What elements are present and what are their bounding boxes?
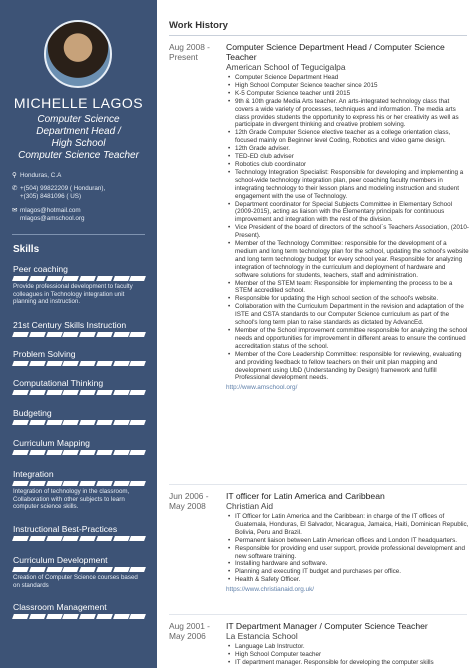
skill-level-segment bbox=[12, 614, 29, 619]
phone-line: +(305) 8481096 ( US) bbox=[20, 193, 82, 200]
skill-level-segment bbox=[29, 361, 46, 366]
skill-level-segment bbox=[129, 332, 146, 337]
skill-level-segment bbox=[29, 567, 46, 572]
skill-level-segment bbox=[113, 420, 130, 425]
job-bullet: • K-5 Computer Science teacher until 2015 bbox=[226, 90, 469, 98]
skill-level-segment bbox=[113, 276, 130, 281]
skill-level-bar bbox=[13, 481, 145, 486]
skill-level-bar bbox=[13, 450, 145, 455]
job-bullet: • Language Lab Instructor. bbox=[226, 643, 469, 651]
skill-level-segment bbox=[79, 276, 96, 281]
skill-level-segment bbox=[29, 481, 46, 486]
job-date-end: May 2008 bbox=[169, 501, 206, 511]
skill-item bbox=[13, 378, 145, 395]
skill-level-segment bbox=[79, 536, 96, 541]
skill-level-segment bbox=[46, 332, 63, 337]
job-bullet: • 12th Grade Computer Science elective teacher as a college orientation class, focused mainly on Beginner level Coding, Robotics and video game design. bbox=[226, 129, 469, 145]
email-icon: ✉ bbox=[12, 207, 18, 214]
job-divider bbox=[169, 614, 467, 615]
skill-level-segment bbox=[62, 536, 79, 541]
location-text: Honduras, C.A bbox=[20, 172, 62, 179]
skill-description: Integration of technology in the classroom, Collaboration with other subjects to learn computer science skills. bbox=[13, 488, 130, 511]
skill-level-segment bbox=[62, 614, 79, 619]
skill-level-segment bbox=[79, 420, 96, 425]
skill-name: Budgeting bbox=[13, 408, 52, 418]
job-bullets bbox=[226, 643, 469, 667]
skill-level-segment bbox=[29, 420, 46, 425]
skill-level-segment bbox=[129, 276, 146, 281]
subtitle-line: Computer Science Teacher bbox=[18, 150, 139, 161]
subtitle-line: High School bbox=[51, 138, 106, 149]
contact-location bbox=[12, 172, 152, 180]
skill-name: 21st Century Skills Instruction bbox=[13, 320, 127, 330]
skill-level-bar bbox=[13, 420, 145, 425]
skill-level-segment bbox=[29, 536, 46, 541]
skill-level-segment bbox=[96, 481, 113, 486]
skill-level-segment bbox=[79, 450, 96, 455]
pin-icon: ⚲ bbox=[12, 172, 17, 179]
profile-subtitle bbox=[6, 114, 151, 162]
skill-item bbox=[13, 524, 145, 541]
skill-name: Curriculum Mapping bbox=[13, 438, 90, 448]
avatar bbox=[44, 20, 112, 88]
skill-level-segment bbox=[129, 536, 146, 541]
skill-level-segment bbox=[96, 450, 113, 455]
skill-level-segment bbox=[62, 420, 79, 425]
job-bullet: • Member of the Technology Committee: responsible for the development of a medium and long term technology plan for the school, updating the school's website and long term technology budget for every school year. Responsible for analyzing integration of technology in the curriculum and deployment of hardware and software solutions for students, teachers, staff and administration. bbox=[226, 240, 469, 280]
skill-level-segment bbox=[62, 481, 79, 486]
skill-level-segment bbox=[46, 614, 63, 619]
skill-item bbox=[13, 264, 145, 306]
skill-level-segment bbox=[113, 481, 130, 486]
job-date-end: May 2006 bbox=[169, 631, 206, 641]
skill-level-segment bbox=[129, 481, 146, 486]
skill-name: Problem Solving bbox=[13, 349, 76, 359]
skill-description: Creation of Computer Science courses based on standards bbox=[13, 574, 138, 589]
job-company: American School of Tegucigalpa bbox=[226, 62, 346, 72]
skill-level-segment bbox=[96, 614, 113, 619]
skill-level-segment bbox=[46, 450, 63, 455]
skill-name: Curriculum Development bbox=[13, 555, 108, 565]
job-date-end: Present bbox=[169, 52, 198, 62]
sidebar bbox=[0, 0, 157, 668]
skill-level-segment bbox=[79, 390, 96, 395]
skill-level-bar bbox=[13, 536, 145, 541]
contact-phone bbox=[12, 185, 152, 201]
skill-item bbox=[13, 602, 145, 619]
skill-level-segment bbox=[29, 276, 46, 281]
phone-icon: ✆ bbox=[12, 185, 18, 192]
job-dates bbox=[169, 42, 224, 62]
skill-level-segment bbox=[29, 390, 46, 395]
skill-level-segment bbox=[12, 332, 29, 337]
skill-level-segment bbox=[113, 332, 130, 337]
job-title: IT officer for Latin America and Caribbean bbox=[226, 491, 385, 501]
contact-email bbox=[12, 207, 152, 223]
job-bullet: • IT Officer for Latin America and the Caribbean: in charge of the IT offices of Guatemala, Honduras, El Salvador, Nicaragua, Jamaica, Haiti, Dominican Republic, Bolivia, Peru and Brazil. bbox=[226, 513, 469, 537]
skill-level-segment bbox=[12, 276, 29, 281]
skill-level-segment bbox=[29, 332, 46, 337]
skill-level-bar bbox=[13, 361, 145, 366]
job-date-start: Aug 2008 - bbox=[169, 42, 210, 52]
skill-level-bar bbox=[13, 276, 145, 281]
job-bullet: • Responsible for updating the High school section of the school's website. bbox=[226, 295, 469, 303]
skill-level-segment bbox=[29, 614, 46, 619]
skills-heading: Skills bbox=[13, 244, 40, 255]
skill-level-segment bbox=[129, 614, 146, 619]
skill-name: Instructional Best-Practices bbox=[13, 524, 118, 534]
job-bullets bbox=[226, 74, 469, 382]
work-history-heading: Work History bbox=[169, 20, 228, 31]
skill-level-segment bbox=[96, 276, 113, 281]
job-bullet: • IT department manager. Responsible for developing the computer skills bbox=[226, 659, 469, 667]
skill-level-segment bbox=[129, 567, 146, 572]
skill-level-bar bbox=[13, 614, 145, 619]
sidebar-divider bbox=[12, 234, 145, 235]
skill-level-segment bbox=[46, 567, 63, 572]
job-title: Computer Science Department Head / Computer Science Teacher bbox=[226, 42, 445, 62]
skill-name: Peer coaching bbox=[13, 264, 68, 274]
skill-level-segment bbox=[62, 276, 79, 281]
skill-level-segment bbox=[113, 614, 130, 619]
skill-name: Classroom Management bbox=[13, 602, 107, 612]
skill-level-segment bbox=[96, 420, 113, 425]
skill-level-segment bbox=[129, 390, 146, 395]
email-link[interactable]: mlagos@hotmail.com bbox=[20, 207, 81, 214]
skill-level-segment bbox=[129, 361, 146, 366]
skill-level-segment bbox=[96, 361, 113, 366]
skill-level-segment bbox=[62, 332, 79, 337]
job-bullet: • Collaboration with the Curriculum Department in the revision and adaptation of the ISTE and CSTA standards to our Computer Science curriculum as part of the school's long term plan to raise standards as dictated by AdvancEd. bbox=[226, 303, 469, 327]
job-bullet: • Installing hardware and software. bbox=[226, 560, 469, 568]
skill-level-bar bbox=[13, 567, 145, 572]
skill-level-segment bbox=[46, 536, 63, 541]
job-bullet: • 12th Grade adviser. bbox=[226, 145, 469, 153]
job-bullet: • Technology Integration Specialist: Responsible for developing and implementing a school-wide technology integration plan, peer coaching faculty members in integrating technology to their lesson plans and modeling instruction and student engagement with the use of Technology. bbox=[226, 169, 469, 201]
skill-level-segment bbox=[96, 390, 113, 395]
job-bullet: • High School Computer teacher bbox=[226, 651, 469, 659]
skill-level-segment bbox=[12, 536, 29, 541]
job-bullet: • Member of the School improvement committee responsible for analyzing the school needs and opportunities for improvement in different areas to ensure the continued accreditation status of the school. bbox=[226, 327, 469, 351]
skill-level-segment bbox=[12, 481, 29, 486]
skill-level-segment bbox=[113, 390, 130, 395]
main-content bbox=[157, 0, 474, 668]
job-bullet: • TED-ED club adviser bbox=[226, 153, 469, 161]
subtitle-line: Department Head / bbox=[36, 126, 121, 137]
phone-line: +(504) 99822209 ( Honduran), bbox=[20, 185, 106, 192]
skill-level-segment bbox=[46, 361, 63, 366]
skill-level-segment bbox=[12, 420, 29, 425]
skill-level-segment bbox=[113, 567, 130, 572]
skill-level-segment bbox=[79, 567, 96, 572]
skill-level-segment bbox=[113, 450, 130, 455]
skill-level-segment bbox=[79, 332, 96, 337]
job-bullet: • Robotics club coordinator bbox=[226, 161, 469, 169]
job-bullet: • Planning and executing IT budget and purchases per office. bbox=[226, 568, 469, 576]
skill-item bbox=[13, 408, 145, 425]
skill-name: Computational Thinking bbox=[13, 378, 104, 388]
job-bullet: • Responsible for providing end user support, provide professional development and new software training. bbox=[226, 545, 469, 561]
skill-level-segment bbox=[79, 481, 96, 486]
skill-level-segment bbox=[129, 420, 146, 425]
job-bullet: • Member of the Core Leadership Committee: responsible for reviewing, evaluating and providing feedback to fellow teachers on their unit plan mapping and development using UbD (Understanding by Design) framework and fulfill Professional development needs. bbox=[226, 351, 469, 383]
skill-level-segment bbox=[129, 450, 146, 455]
skill-name: Integration bbox=[13, 469, 54, 479]
job-bullet: • Computer Science Department Head bbox=[226, 74, 469, 82]
job-date-start: Jun 2006 - bbox=[169, 491, 209, 501]
job-dates bbox=[169, 491, 224, 511]
job-bullet: • Member of the STEM team: Responsible for implementing the process to be a STEM accredited school. bbox=[226, 280, 469, 296]
job-divider bbox=[169, 484, 467, 485]
skill-level-segment bbox=[46, 390, 63, 395]
job-bullets bbox=[226, 513, 469, 584]
skill-level-segment bbox=[12, 361, 29, 366]
job-bullet: • High School Computer Science teacher since 2015 bbox=[226, 82, 469, 90]
job-company: Christian Aid bbox=[226, 501, 274, 511]
skill-level-segment bbox=[12, 390, 29, 395]
job-body bbox=[226, 621, 469, 667]
job-bullet: • Department coordinator for Special Subjects Committee in Elementary School (2009-2015), acting as liaison with the Elementary principals for continuous improvement and integration with the rest of the division. bbox=[226, 201, 469, 225]
skill-item bbox=[13, 438, 145, 455]
skill-level-segment bbox=[46, 481, 63, 486]
profile-name: MICHELLE LAGOS bbox=[13, 95, 144, 111]
job-body bbox=[226, 42, 469, 392]
job-bullet: • Vice President of the board of directors of the school´s Teachers Association, (2010-Present). bbox=[226, 224, 469, 240]
skill-description: Provide professional development to faculty colleagues in Technology integration unit planning and instruction. bbox=[13, 283, 133, 306]
skill-level-bar bbox=[13, 332, 145, 337]
section-divider bbox=[169, 35, 467, 36]
skill-item bbox=[13, 555, 145, 589]
job-title: IT Department Manager / Computer Science Teacher bbox=[226, 621, 428, 631]
skill-level-segment bbox=[62, 361, 79, 366]
job-bullet: • Permanent liaison between Latin American offices and London IT headquarters. bbox=[226, 537, 469, 545]
job-date-start: Aug 2001 - bbox=[169, 621, 210, 631]
job-bullet: • 9th & 10th grade Media Arts teacher. An arts-integrated technology class that covers a wide variety of processes, techniques and information. The media arts class provides students the opportunity to express his or her creativity as well as participate in divergent thinking and creative problem solving. bbox=[226, 98, 469, 130]
skill-level-segment bbox=[79, 614, 96, 619]
skill-level-segment bbox=[96, 332, 113, 337]
job-bullet: • Health & Safety Officer. bbox=[226, 576, 469, 584]
skill-item bbox=[13, 469, 145, 511]
email-link[interactable]: mlagos@amschool.org bbox=[20, 215, 85, 222]
skill-level-segment bbox=[96, 536, 113, 541]
skill-level-bar bbox=[13, 390, 145, 395]
skill-level-segment bbox=[46, 420, 63, 425]
skill-item bbox=[13, 349, 145, 366]
skill-item bbox=[13, 320, 145, 337]
skill-level-segment bbox=[62, 450, 79, 455]
job-dates bbox=[169, 621, 224, 641]
job-link[interactable]: https://www.christianaid.org.uk/ bbox=[226, 586, 315, 594]
skill-level-segment bbox=[29, 450, 46, 455]
skill-level-segment bbox=[12, 567, 29, 572]
skill-level-segment bbox=[113, 536, 130, 541]
subtitle-line: Computer Science bbox=[37, 114, 120, 125]
skill-level-segment bbox=[96, 567, 113, 572]
skill-level-segment bbox=[62, 567, 79, 572]
skill-level-segment bbox=[62, 390, 79, 395]
skill-level-segment bbox=[113, 361, 130, 366]
skill-level-segment bbox=[79, 361, 96, 366]
skill-level-segment bbox=[12, 450, 29, 455]
job-company: La Estancia School bbox=[226, 631, 298, 641]
job-link[interactable]: http://www.amschool.org/ bbox=[226, 384, 298, 392]
job-body bbox=[226, 491, 469, 594]
skill-level-segment bbox=[46, 276, 63, 281]
